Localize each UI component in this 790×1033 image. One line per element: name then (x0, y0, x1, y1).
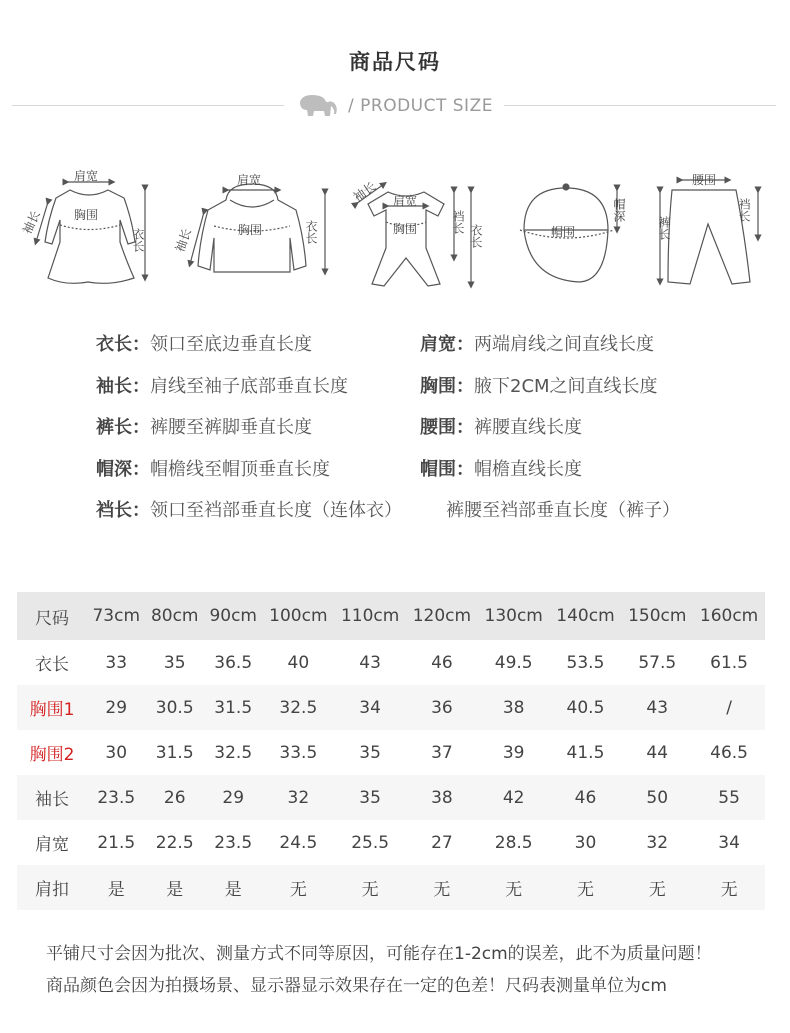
table-cell: 38 (478, 685, 550, 730)
romper-shoulder-label: 肩宽 (393, 194, 418, 208)
table-cell: 30.5 (145, 685, 203, 730)
table-cell: 无 (406, 865, 478, 910)
table-cell: 32 (646, 832, 669, 853)
table-row (17, 640, 765, 685)
table-header-cell: 100cm (262, 592, 334, 640)
legend-term: 裆长： (96, 500, 150, 521)
table-cell: 40 (287, 652, 310, 673)
dress-chest-label: 胸围 (74, 208, 99, 222)
table-cell: 23.5 (87, 775, 145, 820)
dress-sleeve-label: 袖长 (20, 208, 43, 237)
table-cell: 21.5 (97, 832, 136, 853)
table-cell: 无 (262, 865, 334, 910)
pants-crotch-label: 裆长 (737, 198, 751, 222)
pants-waist-label: 腰围 (692, 173, 717, 187)
legend-term: 胸围： (420, 375, 474, 397)
legend-row (96, 330, 756, 372)
table-cell: 30 (574, 832, 597, 853)
legend-item (96, 330, 312, 356)
legend-item (420, 455, 582, 481)
legend-term: 帽深： (96, 458, 150, 480)
table-row (17, 730, 765, 775)
romper-crotch-label: 裆长 (451, 210, 465, 234)
note-line: 平铺尺寸会因为批次、测量方式不同等原因，可能存在1-2cm的误差，此不为质量问题！ (46, 944, 712, 964)
table-header-cell: 120cm (406, 592, 478, 640)
table-cell: 46.5 (710, 742, 748, 763)
divider-left (12, 105, 284, 106)
table-cell: 30 (105, 742, 128, 763)
table-row-label: 袖长 (17, 775, 87, 820)
romper-chest-label: 胸围 (393, 222, 418, 236)
hoodie-length-label: 衣长 (304, 220, 318, 244)
hoodie-chest-label: 胸围 (238, 223, 263, 237)
table-cell: 40.5 (550, 685, 622, 730)
subtitle-text: / PRODUCT SIZE (348, 96, 493, 116)
legend-term: 腰围： (420, 417, 474, 438)
table-cell: 50 (621, 775, 693, 820)
table-cell: 37 (431, 742, 453, 763)
legend-row (96, 413, 756, 455)
table-cell: 32 (262, 775, 334, 820)
table-header-cell: 140cm (550, 592, 622, 640)
legend-item (96, 372, 348, 398)
table-row-label: 肩宽 (35, 835, 69, 855)
table-row (17, 775, 765, 820)
table-cell: / (693, 685, 765, 730)
dress-shoulder-label: 肩宽 (74, 169, 99, 183)
legend-desc: 裤腰至裆部垂直长度（裤子） (446, 500, 680, 521)
legend-row (96, 455, 756, 497)
legend-row (96, 372, 756, 414)
table-cell: 46 (550, 775, 622, 820)
cap-circumference-label: 帽围 (551, 225, 576, 239)
romper-sleeve-label: 袖长 (350, 179, 379, 205)
table-header-cell: 110cm (334, 592, 406, 640)
table-cell: 33 (105, 652, 128, 673)
table-row-label: 胸围2 (29, 745, 75, 765)
table-cell: 61.5 (710, 652, 748, 673)
legend-item (420, 413, 582, 439)
legend-term: 帽围： (420, 458, 474, 480)
table-cell: 32.5 (262, 685, 334, 730)
legend-item (420, 372, 658, 398)
table-header-row (17, 592, 765, 640)
table-row (17, 685, 765, 730)
table-cell: 23.5 (214, 832, 253, 853)
table-cell: 35 (334, 775, 406, 820)
table-cell: 31.5 (204, 685, 262, 730)
table-row-label: 衣长 (35, 655, 69, 675)
table-row (17, 820, 765, 865)
table-cell: 55 (693, 775, 765, 820)
table-row (17, 865, 765, 910)
table-cell: 28.5 (494, 832, 533, 853)
table-cell: 57.5 (638, 652, 677, 673)
table-cell: 32.5 (214, 742, 253, 763)
measurement-legend (96, 330, 756, 538)
table-cell: 无 (334, 865, 406, 910)
measurement-diagrams (0, 160, 790, 295)
legend-desc: 帽檐直线长度 (474, 458, 582, 480)
divider-right (504, 105, 776, 106)
table-cell: 53.5 (566, 652, 605, 673)
romper-length-label: 衣长 (469, 224, 483, 248)
table-header-cell: 尺码 (17, 592, 87, 640)
legend-item (446, 496, 680, 522)
hoodie-shoulder-label: 肩宽 (237, 173, 262, 187)
table-header-cell: 80cm (145, 592, 203, 640)
legend-desc: 帽檐线至帽顶垂直长度 (150, 458, 330, 480)
dress-diagram (36, 182, 145, 283)
legend-desc: 领口至底边垂直长度 (150, 334, 312, 355)
hoodie-sleeve-label: 袖长 (172, 226, 195, 255)
table-cell: 34 (718, 832, 740, 853)
legend-desc: 裤腰至裤脚垂直长度 (150, 417, 312, 438)
subtitle (294, 92, 493, 120)
page-title: 商品尺码 (349, 50, 441, 74)
table-cell: 22.5 (155, 832, 194, 853)
table-cell: 38 (406, 775, 478, 820)
table-row-label: 肩扣 (17, 865, 87, 910)
table-cell: 是 (87, 865, 145, 910)
table-cell: 27 (431, 832, 453, 853)
table-cell: 44 (646, 742, 669, 763)
legend-desc: 腋下2CM之间直线长度 (474, 375, 658, 397)
table-cell: 36.5 (214, 652, 253, 673)
table-cell: 25.5 (351, 832, 390, 853)
legend-desc: 领口至裆部垂直长度（连体衣） (150, 500, 402, 521)
table-cell: 24.5 (279, 832, 318, 853)
table-cell: 无 (550, 865, 622, 910)
legend-term: 衣长： (96, 334, 150, 355)
table-cell: 35 (163, 652, 186, 673)
table-cell: 34 (334, 685, 406, 730)
dress-length-label: 衣长 (131, 228, 145, 252)
table-cell: 31.5 (155, 742, 194, 763)
legend-desc: 两端肩线之间直线长度 (474, 334, 654, 355)
legend-term: 肩宽： (420, 334, 474, 355)
table-cell: 无 (478, 865, 550, 910)
table-cell: 43 (621, 685, 693, 730)
legend-item (96, 413, 312, 439)
legend-item (96, 496, 402, 522)
table-cell: 无 (693, 865, 765, 910)
legend-item (420, 330, 654, 356)
table-cell: 26 (145, 775, 203, 820)
legend-term: 裤长： (96, 417, 150, 438)
subtitle-row (12, 92, 776, 120)
table-cell: 33.5 (279, 742, 318, 763)
table-header-cell: 130cm (478, 592, 550, 640)
table-cell: 无 (621, 865, 693, 910)
size-table (17, 592, 765, 910)
table-cell: 43 (359, 652, 381, 673)
table-cell: 35 (359, 742, 381, 763)
size-table-body (17, 592, 765, 910)
note-line: 商品颜色会因为拍摄场景、显示器显示效果存在一定的色差！尺码表测量单位为cm (46, 976, 667, 996)
table-cell: 42 (478, 775, 550, 820)
table-header-cell: 150cm (621, 592, 693, 640)
pants-diagram (660, 180, 758, 284)
legend-desc: 裤腰直线长度 (474, 417, 582, 438)
legend-row (96, 496, 756, 538)
table-cell: 41.5 (566, 742, 605, 763)
table-cell: 46 (431, 652, 453, 673)
table-cell: 是 (204, 865, 262, 910)
legend-item (96, 455, 330, 481)
table-header-cell: 160cm (693, 592, 765, 640)
elephant-icon (294, 92, 340, 120)
table-cell: 29 (204, 775, 262, 820)
table-cell: 36 (406, 685, 478, 730)
legend-desc: 肩线至袖子底部垂直长度 (150, 375, 348, 397)
table-row-label: 胸围1 (17, 685, 87, 730)
notes (46, 938, 766, 1002)
table-header-cell: 73cm (87, 592, 145, 640)
table-header-cell: 90cm (204, 592, 262, 640)
table-cell: 49.5 (494, 652, 533, 673)
table-cell: 是 (145, 865, 203, 910)
legend-term: 袖长： (96, 375, 150, 397)
pants-length-label: 裤长 (657, 216, 671, 240)
table-cell: 29 (87, 685, 145, 730)
table-cell: 39 (502, 742, 525, 763)
cap-depth-label: 帽深 (612, 198, 626, 222)
